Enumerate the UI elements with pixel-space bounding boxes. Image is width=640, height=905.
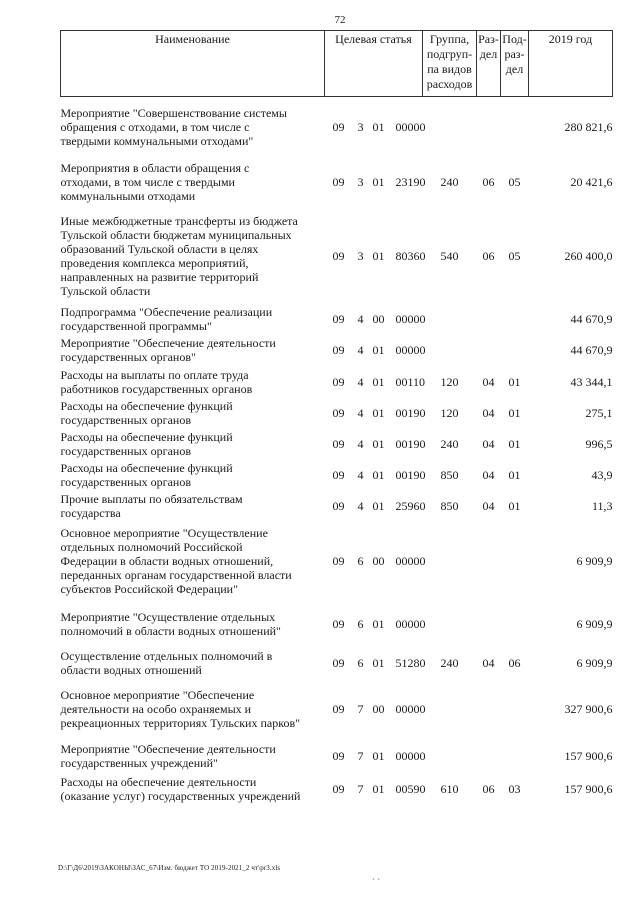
row-name-line: Тульской области бюджетам муниципальных [60,227,292,242]
table-row [61,491,613,522]
target-article-part: 01 [372,748,385,763]
header-group-line: па видов [427,62,472,76]
target-article-part: 6 [357,554,364,568]
row-amount: 996,5 [585,437,613,451]
header-group-line: расходов [426,77,473,91]
target-article-part: 01 [372,374,385,389]
row-name [61,460,325,491]
row-section [477,97,501,157]
target-article-part: 00000 [395,701,426,716]
target-article-part: 01 [372,343,385,357]
row-amount: 11,3 [591,499,613,513]
row-group [423,739,477,773]
header-section-line: Раз- [478,32,499,46]
row-name-line: государственных учреждений" [60,755,218,770]
row-group: 850 [440,499,459,513]
table-row [61,208,613,304]
row-name-line: Мероприятие "Обеспечение деятельности [60,336,276,350]
target-article-part: 09 [332,781,345,796]
row-group [423,304,477,335]
row-name [61,522,325,601]
row-target-article [325,679,426,739]
row-target-article [325,648,426,679]
row-name-line: (оказание услуг) государственных учреждений [60,788,301,803]
target-article-part: 01 [372,175,385,189]
target-article-part: 00 [372,312,385,326]
row-target-article [325,157,426,208]
row-section [477,522,501,601]
row-subsection [501,739,529,773]
target-article-part: 00000 [395,617,426,631]
target-article-part: 4 [357,374,364,389]
target-article-part: 09 [332,374,345,389]
table-row [61,398,613,429]
row-amount: 280 821,6 [564,119,613,134]
row-name [61,208,325,304]
row-name-line: деятельности на особо охраняемых и [60,701,252,716]
row-group: 120 [440,406,459,420]
row-name-line: проведения комплекса мероприятий, [60,255,249,270]
row-subsection: 01 [508,437,521,451]
row-amount: 44 670,9 [570,343,613,357]
target-article-part: 09 [332,554,345,568]
row-name-line: Расходы на обеспечение функций [60,399,233,413]
row-subsection [501,679,529,739]
table-row [61,304,613,335]
row-section: 04 [482,499,495,513]
row-name-line: коммунальными отходами [60,189,196,203]
row-amount: 43 344,1 [570,374,613,389]
row-amount: 6 909,9 [576,656,613,670]
row-target-article [325,773,426,805]
row-name-line: рекреационных территориях Тульских парков" [60,715,301,730]
target-article-part: 51280 [395,656,426,670]
target-article-part: 23190 [395,175,426,189]
row-section: 04 [482,468,495,482]
row-name-line: Осуществление отдельных полномочий в [60,649,273,663]
target-article-part: 00000 [395,554,426,568]
target-article-part: 01 [372,656,385,670]
target-article-part: 25960 [395,499,426,513]
target-article-part: 09 [332,312,345,326]
target-article-part: 09 [332,617,345,631]
row-group: 610 [440,781,459,796]
row-section: 04 [482,374,495,389]
target-article-part: 00190 [395,468,426,482]
row-subsection [501,304,529,335]
row-subsection: 01 [508,374,521,389]
row-name-line: государственных органов" [60,350,196,364]
row-target-article [325,335,426,366]
table-header-row [61,31,613,97]
row-subsection: 06 [508,656,521,670]
row-section: 06 [482,175,495,189]
row-amount: 6 909,9 [576,617,613,631]
row-group [423,522,477,601]
row-name-line: Мероприятие "Осуществление отдельных [60,610,276,624]
target-article-part: 00 [372,554,385,568]
row-subsection: 05 [508,175,521,189]
table-row [61,679,613,739]
header-name: Наименование [61,31,325,97]
row-target-article [325,460,426,491]
row-name-line: государственных органов [60,444,191,458]
row-name-line: отдельных полномочий Российской [60,540,243,554]
row-section: 06 [482,781,495,796]
table-row [61,97,613,157]
row-name-line: субъектов Российской Федерации" [60,582,238,596]
row-subsection: 01 [508,499,521,513]
row-name-line: Прочие выплаты по обязательствам [60,492,243,506]
row-name-line: полномочий в области водных отношений" [60,624,281,638]
row-name-line: Основное мероприятие "Обеспечение [60,687,255,702]
row-name-line: работников государственных органов [60,381,253,396]
row-name-line: области водных отношений [60,663,202,677]
row-section [477,601,501,648]
row-section: 04 [482,437,495,451]
target-article-part: 4 [357,499,364,513]
target-article-part: 09 [332,701,345,716]
row-name-line: Расходы на выплаты по оплате труда [60,367,249,382]
target-article-part: 00190 [395,406,426,420]
row-subsection [501,335,529,366]
target-article-part: 4 [357,343,364,357]
target-article-part: 01 [372,617,385,631]
row-amount: 157 900,6 [564,748,613,763]
row-name-line: государственной программы" [60,319,212,333]
table-row [61,739,613,773]
row-target-article [325,522,426,601]
target-article-part: 7 [357,781,364,796]
row-name-line: Расходы на обеспечение деятельности [60,774,257,789]
target-article-part: 00190 [395,437,426,451]
target-article-part: 09 [332,499,345,513]
target-article-part: 01 [372,781,385,796]
target-article-part: 3 [357,119,364,134]
row-name [61,601,325,648]
row-name-line: Расходы на обеспечение функций [60,430,233,444]
header-year: 2019 год [529,31,613,97]
row-subsection: 01 [508,406,521,420]
table-body [61,97,613,805]
row-subsection [501,601,529,648]
row-amount: 327 900,6 [564,701,613,716]
target-article-part: 09 [332,748,345,763]
row-target-article [325,491,426,522]
target-article-part: 01 [372,248,385,263]
page-number: 72 [334,14,346,26]
target-article-part: 3 [357,248,364,263]
row-name [61,739,325,773]
target-article-part: 4 [357,468,364,482]
scan-mark: ˎ ˎ [372,870,381,880]
target-article-part: 4 [357,406,364,420]
row-name [61,366,325,398]
header-subsection [501,31,529,97]
row-section [477,335,501,366]
row-name [61,304,325,335]
row-name [61,491,325,522]
table-row [61,601,613,648]
row-amount: 44 670,9 [570,312,613,326]
target-article-part: 7 [357,701,364,716]
header-group-line: подгруп- [426,47,473,61]
row-group: 540 [440,248,459,263]
target-article-part: 80360 [395,248,426,263]
row-amount: 43,9 [591,468,613,482]
row-name [61,335,325,366]
header-section-line: дел [479,47,498,61]
row-amount: 6 909,9 [576,554,613,568]
table-row [61,648,613,679]
table-row [61,522,613,601]
row-name-line: Иные межбюджетные трансферты из бюджета [60,213,298,228]
target-article-part: 09 [332,468,345,482]
row-subsection: 05 [508,248,521,263]
row-name-line: Тульской области [60,283,151,298]
row-section: 04 [482,406,495,420]
row-target-article [325,739,426,773]
target-article-part: 00590 [395,781,426,796]
row-target-article [325,429,426,460]
row-name-line: государства [60,506,121,520]
budget-table [60,30,613,805]
row-group [423,335,477,366]
footer-file-path: D:\Г\Д6\2019\ЗАКОНЫ\ЗАС_67\Изм. бюджет ТО 2019-2021_2 чт\pr3.xls [58,864,281,872]
table-row [61,366,613,398]
row-amount: 275,1 [585,406,613,420]
row-group: 240 [440,656,459,670]
row-section: 04 [482,656,495,670]
row-name [61,773,325,805]
row-name-line: отходами, в том числе с твердыми [60,175,235,189]
target-article-part: 00 [372,701,385,716]
header-group-line: Группа, [429,32,470,46]
header-subsection-line: Под- [502,32,527,46]
row-name-line: государственных органов [60,475,191,489]
row-name-line: Мероприятие "Обеспечение деятельности [60,741,276,756]
row-name-line: Основное мероприятие "Осуществление [60,526,268,540]
row-name-line: Федерации в области водных отношений, [60,554,274,568]
row-name [61,157,325,208]
row-subsection: 03 [508,781,521,796]
target-article-part: 6 [357,617,364,631]
row-name-line: государственных органов [60,413,191,427]
target-article-part: 00000 [395,119,426,134]
row-section [477,679,501,739]
header-subsection-line: дел [505,62,524,76]
row-name [61,648,325,679]
target-article-part: 09 [332,406,345,420]
row-group: 850 [440,468,459,482]
target-article-part: 09 [332,437,345,451]
row-subsection [501,97,529,157]
row-target-article [325,97,426,157]
row-section [477,304,501,335]
target-article-part: 09 [332,656,345,670]
row-subsection: 01 [508,468,521,482]
row-target-article [325,208,426,304]
row-name-line: Подпрограмма "Обеспечение реализации [60,305,273,319]
target-article-part: 4 [357,437,364,451]
row-name [61,97,325,157]
row-target-article [325,366,426,398]
target-article-part: 09 [332,119,345,134]
row-group: 240 [440,437,459,451]
row-group: 120 [440,374,459,389]
row-name-line: Мероприятия в области обращения с [60,161,250,175]
target-article-part: 00000 [395,343,426,357]
row-section [477,739,501,773]
target-article-part: 09 [332,175,345,189]
table-row [61,157,613,208]
row-amount: 157 900,6 [564,781,613,796]
table-row [61,460,613,491]
target-article-part: 00110 [395,374,426,389]
row-amount: 260 400,0 [564,248,613,263]
target-article-part: 09 [332,343,345,357]
header-target-article: Целевая статья [325,31,423,97]
row-amount: 20 421,6 [570,175,613,189]
target-article-part: 01 [372,499,385,513]
row-name-line: твердыми коммунальными отходами" [60,133,254,148]
header-subsection-line: раз- [504,47,525,61]
target-article-part: 09 [332,248,345,263]
target-article-part: 01 [372,406,385,420]
target-article-part: 3 [357,175,364,189]
row-group [423,601,477,648]
target-article-part: 6 [357,656,364,670]
row-group: 240 [440,175,459,189]
row-name-line: переданных органам государственной власти [60,568,292,582]
row-name-line: Расходы на обеспечение функций [60,461,233,475]
row-name-line: направленных на развитие территорий [60,269,259,284]
row-name [61,679,325,739]
header-group [423,31,477,97]
target-article-part: 01 [372,119,385,134]
table-row [61,773,613,805]
row-name-line: обращения с отходами, в том числе с [60,119,250,134]
row-name-line: Мероприятие "Совершенствование системы [60,105,287,120]
target-article-part: 00000 [395,748,426,763]
target-article-part: 00000 [395,312,426,326]
row-name-line: образований Тульской области в целях [60,241,259,256]
row-group [423,97,477,157]
row-target-article [325,601,426,648]
table-row [61,335,613,366]
target-article-part: 01 [372,437,385,451]
row-group [423,679,477,739]
row-subsection [501,522,529,601]
target-article-part: 7 [357,748,364,763]
row-name [61,429,325,460]
row-target-article [325,304,426,335]
header-section [477,31,501,97]
row-target-article [325,398,426,429]
target-article-part: 4 [357,312,364,326]
row-section: 06 [482,248,495,263]
row-name [61,398,325,429]
table-row [61,429,613,460]
target-article-part: 01 [372,468,385,482]
